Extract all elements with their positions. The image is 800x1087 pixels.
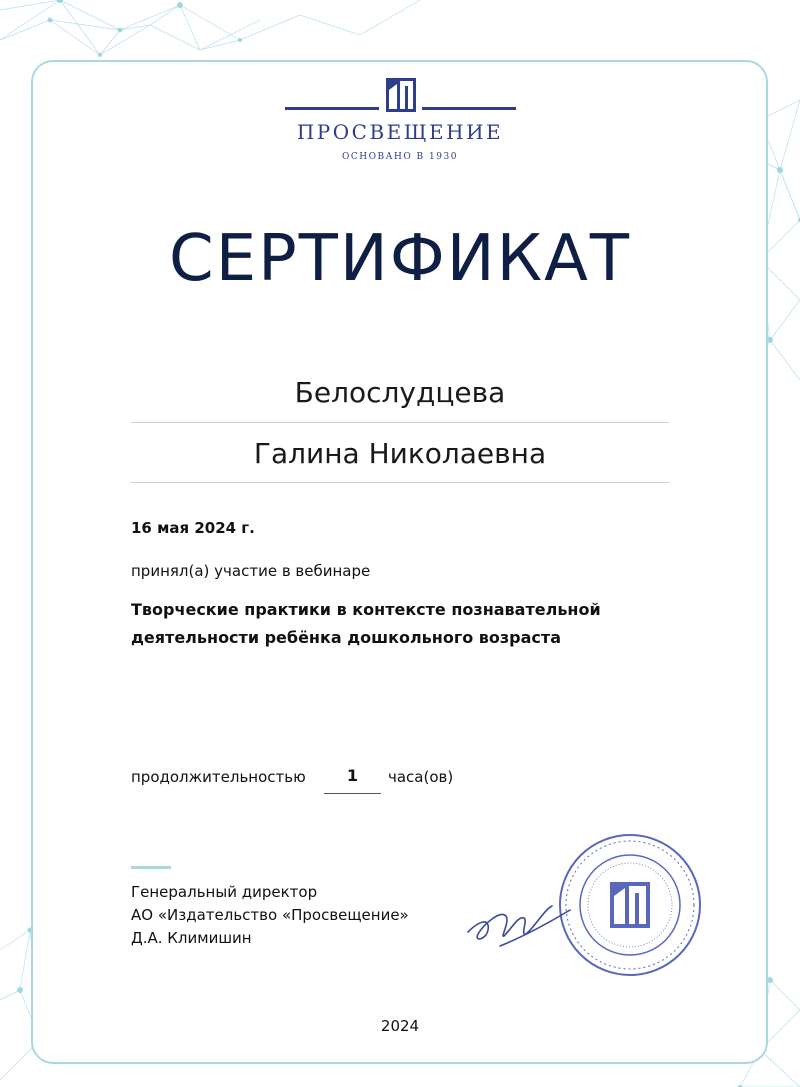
signer-name: Д.А. Климишин (131, 929, 252, 947)
duration-rule (324, 793, 381, 794)
given-names-rule (131, 482, 669, 483)
surname-rule (131, 422, 669, 423)
signer-block (131, 881, 409, 950)
brand-name: ПРОСВЕЩЕНИЕ (296, 120, 504, 144)
duration-value: 1 (346, 766, 359, 785)
certificate-year: 2024 (380, 1017, 420, 1035)
accent-rule (131, 866, 171, 869)
duration-unit: часа(ов) (388, 768, 454, 786)
logo-rule-right (422, 107, 516, 110)
logo-rule-left (285, 107, 379, 110)
certificate-title: СЕРТИФИКАТ (169, 222, 631, 296)
prosveshchenie-logo-icon (386, 78, 416, 112)
duration-label: продолжительностью (131, 768, 306, 786)
participation-text: принял(а) участие в вебинаре (131, 562, 371, 580)
recipient-given-names: Галина Николаевна (253, 437, 547, 470)
signer-position: Генеральный директор (131, 883, 318, 901)
webinar-title (131, 596, 671, 652)
webinar-title-line-1: Творческие практики в контексте познавательной (131, 600, 601, 619)
recipient-surname: Белослудцева (294, 376, 506, 409)
brand-founded: ОСНОВАНО В 1930 (342, 152, 458, 162)
signer-organization: АО «Издательство «Просвещение» (131, 906, 409, 924)
event-date: 16 мая 2024 г. (131, 519, 255, 537)
stamp-icon (555, 830, 705, 980)
webinar-title-line-2: деятельности ребёнка дошкольного возраста (131, 628, 561, 647)
